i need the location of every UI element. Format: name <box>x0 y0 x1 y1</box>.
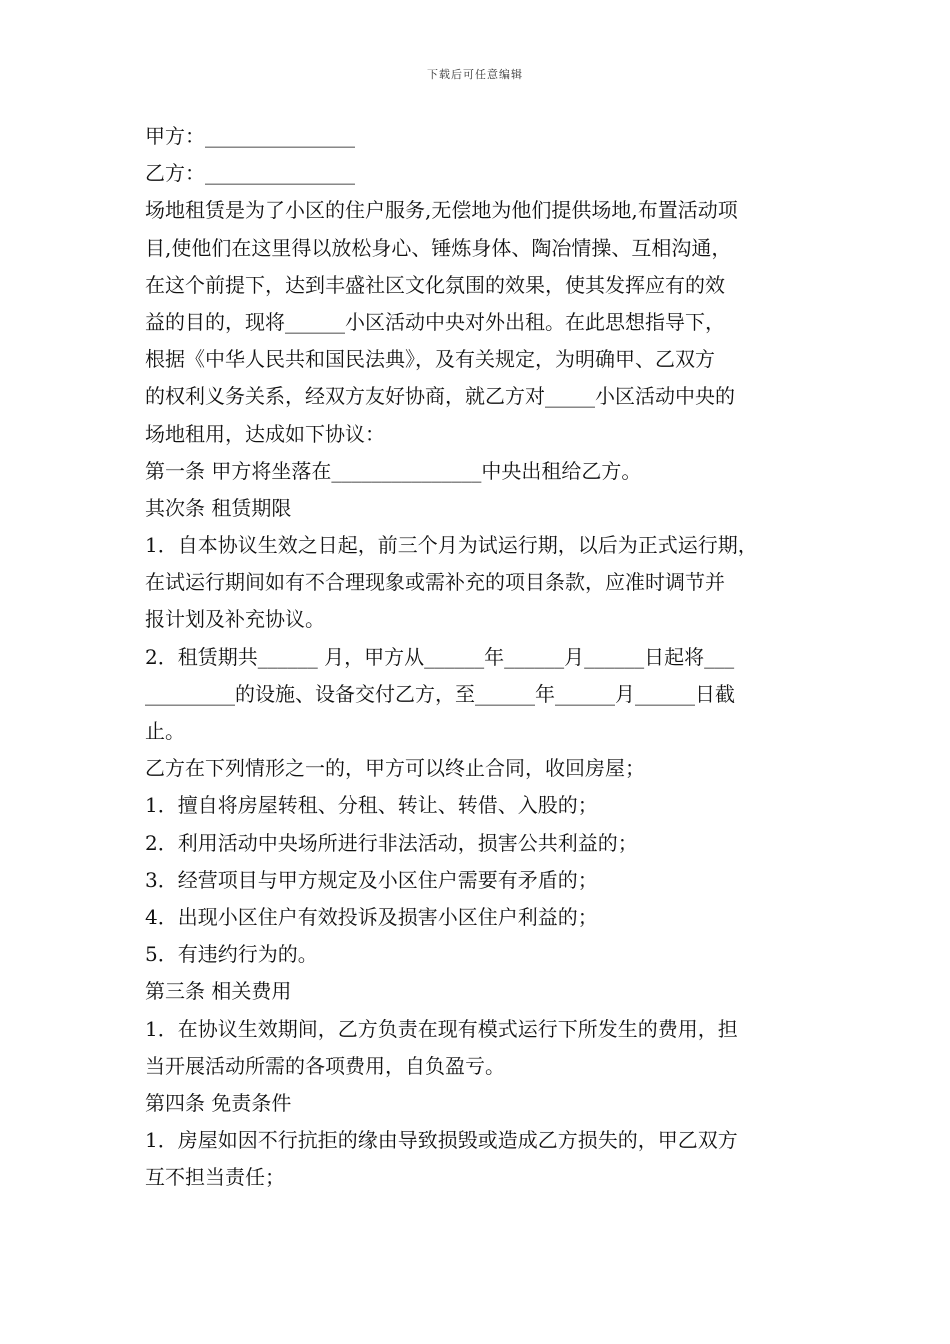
list-item: 2．利用活动中央场所进行非法活动，损害公共利益的； <box>145 830 638 855</box>
party-a-line: 甲方：_______________ <box>145 124 355 148</box>
body-text-line: 目,使他们在这里得以放松身心、锤炼身体、陶冶情操、互相沟通， <box>145 235 732 260</box>
clause-line: 报计划及补充协议。 <box>145 607 325 632</box>
clause-line: 1．自本协议生效之日起，前三个月为试运行期，以后为正式运行期， <box>145 533 758 558</box>
article-heading: 第一条 甲方将坐落在_______________中央出租给乙方。 <box>145 458 642 483</box>
list-item: 3．经营项目与甲方规定及小区住户需要有矛盾的； <box>145 867 598 892</box>
clause-line: 止。 <box>145 719 185 743</box>
clause-line: 当开展活动所需的各项费用，自负盈亏。 <box>145 1053 505 1078</box>
party-b-line: 乙方：_______________ <box>145 161 355 186</box>
list-item: 4．出现小区住户有效投诉及损害小区住户利益的； <box>145 904 598 929</box>
body-text-line: 益的目的，现将______小区活动中央对外出租。在此思想指导下， <box>145 309 725 334</box>
clause-line: 1．在协议生效期间，乙方负责在现有模式运行下所发生的费用，担 <box>145 1016 738 1041</box>
page-header: 下载后可任意编辑 <box>427 68 523 81</box>
list-item: 1．擅自将房屋转租、分租、转让、转借、入股的； <box>145 793 598 818</box>
clause-line: 1．房屋如因不行抗拒的缘由导致损毁或造成乙方损失的，甲乙双方 <box>145 1128 738 1153</box>
clause-line: _________的设施、设备交付乙方，至______年______月______日截 <box>145 681 735 706</box>
body-text-line: 在这个前提下，达到丰盛社区文化氛围的效果，使其发挥应有的效 <box>145 272 725 297</box>
clause-line: 在试运行期间如有不合理现象或需补充的项目条款，应准时调节并 <box>145 570 725 595</box>
body-text-line: 场地租用，达成如下协议： <box>145 421 385 446</box>
article-heading: 第三条 相关费用 <box>145 979 292 1004</box>
body-text-line: 乙方在下列情形之一的，甲方可以终止合同，收回房屋； <box>145 756 645 781</box>
body-text-line: 的权利义务关系，经双方友好协商，就乙方对_____小区活动中央的 <box>145 384 735 409</box>
article-heading: 第四条 免责条件 <box>145 1090 292 1115</box>
article-heading: 其次条 租赁期限 <box>145 495 292 520</box>
body-text-line: 根据《中华人民共和国民法典》，及有关规定，为明确甲、乙双方 <box>145 347 715 372</box>
body-text-line: 场地租赁是为了小区的住户服务,无偿地为他们提供场地,布置活动项 <box>145 198 738 223</box>
clause-line: 互不担当责任； <box>145 1165 285 1190</box>
clause-line: 2．租赁期共______ 月，甲方从______年______月______日起将___ <box>145 644 735 669</box>
list-item: 5．有违约行为的。 <box>145 942 318 967</box>
document-body <box>145 118 815 1196</box>
